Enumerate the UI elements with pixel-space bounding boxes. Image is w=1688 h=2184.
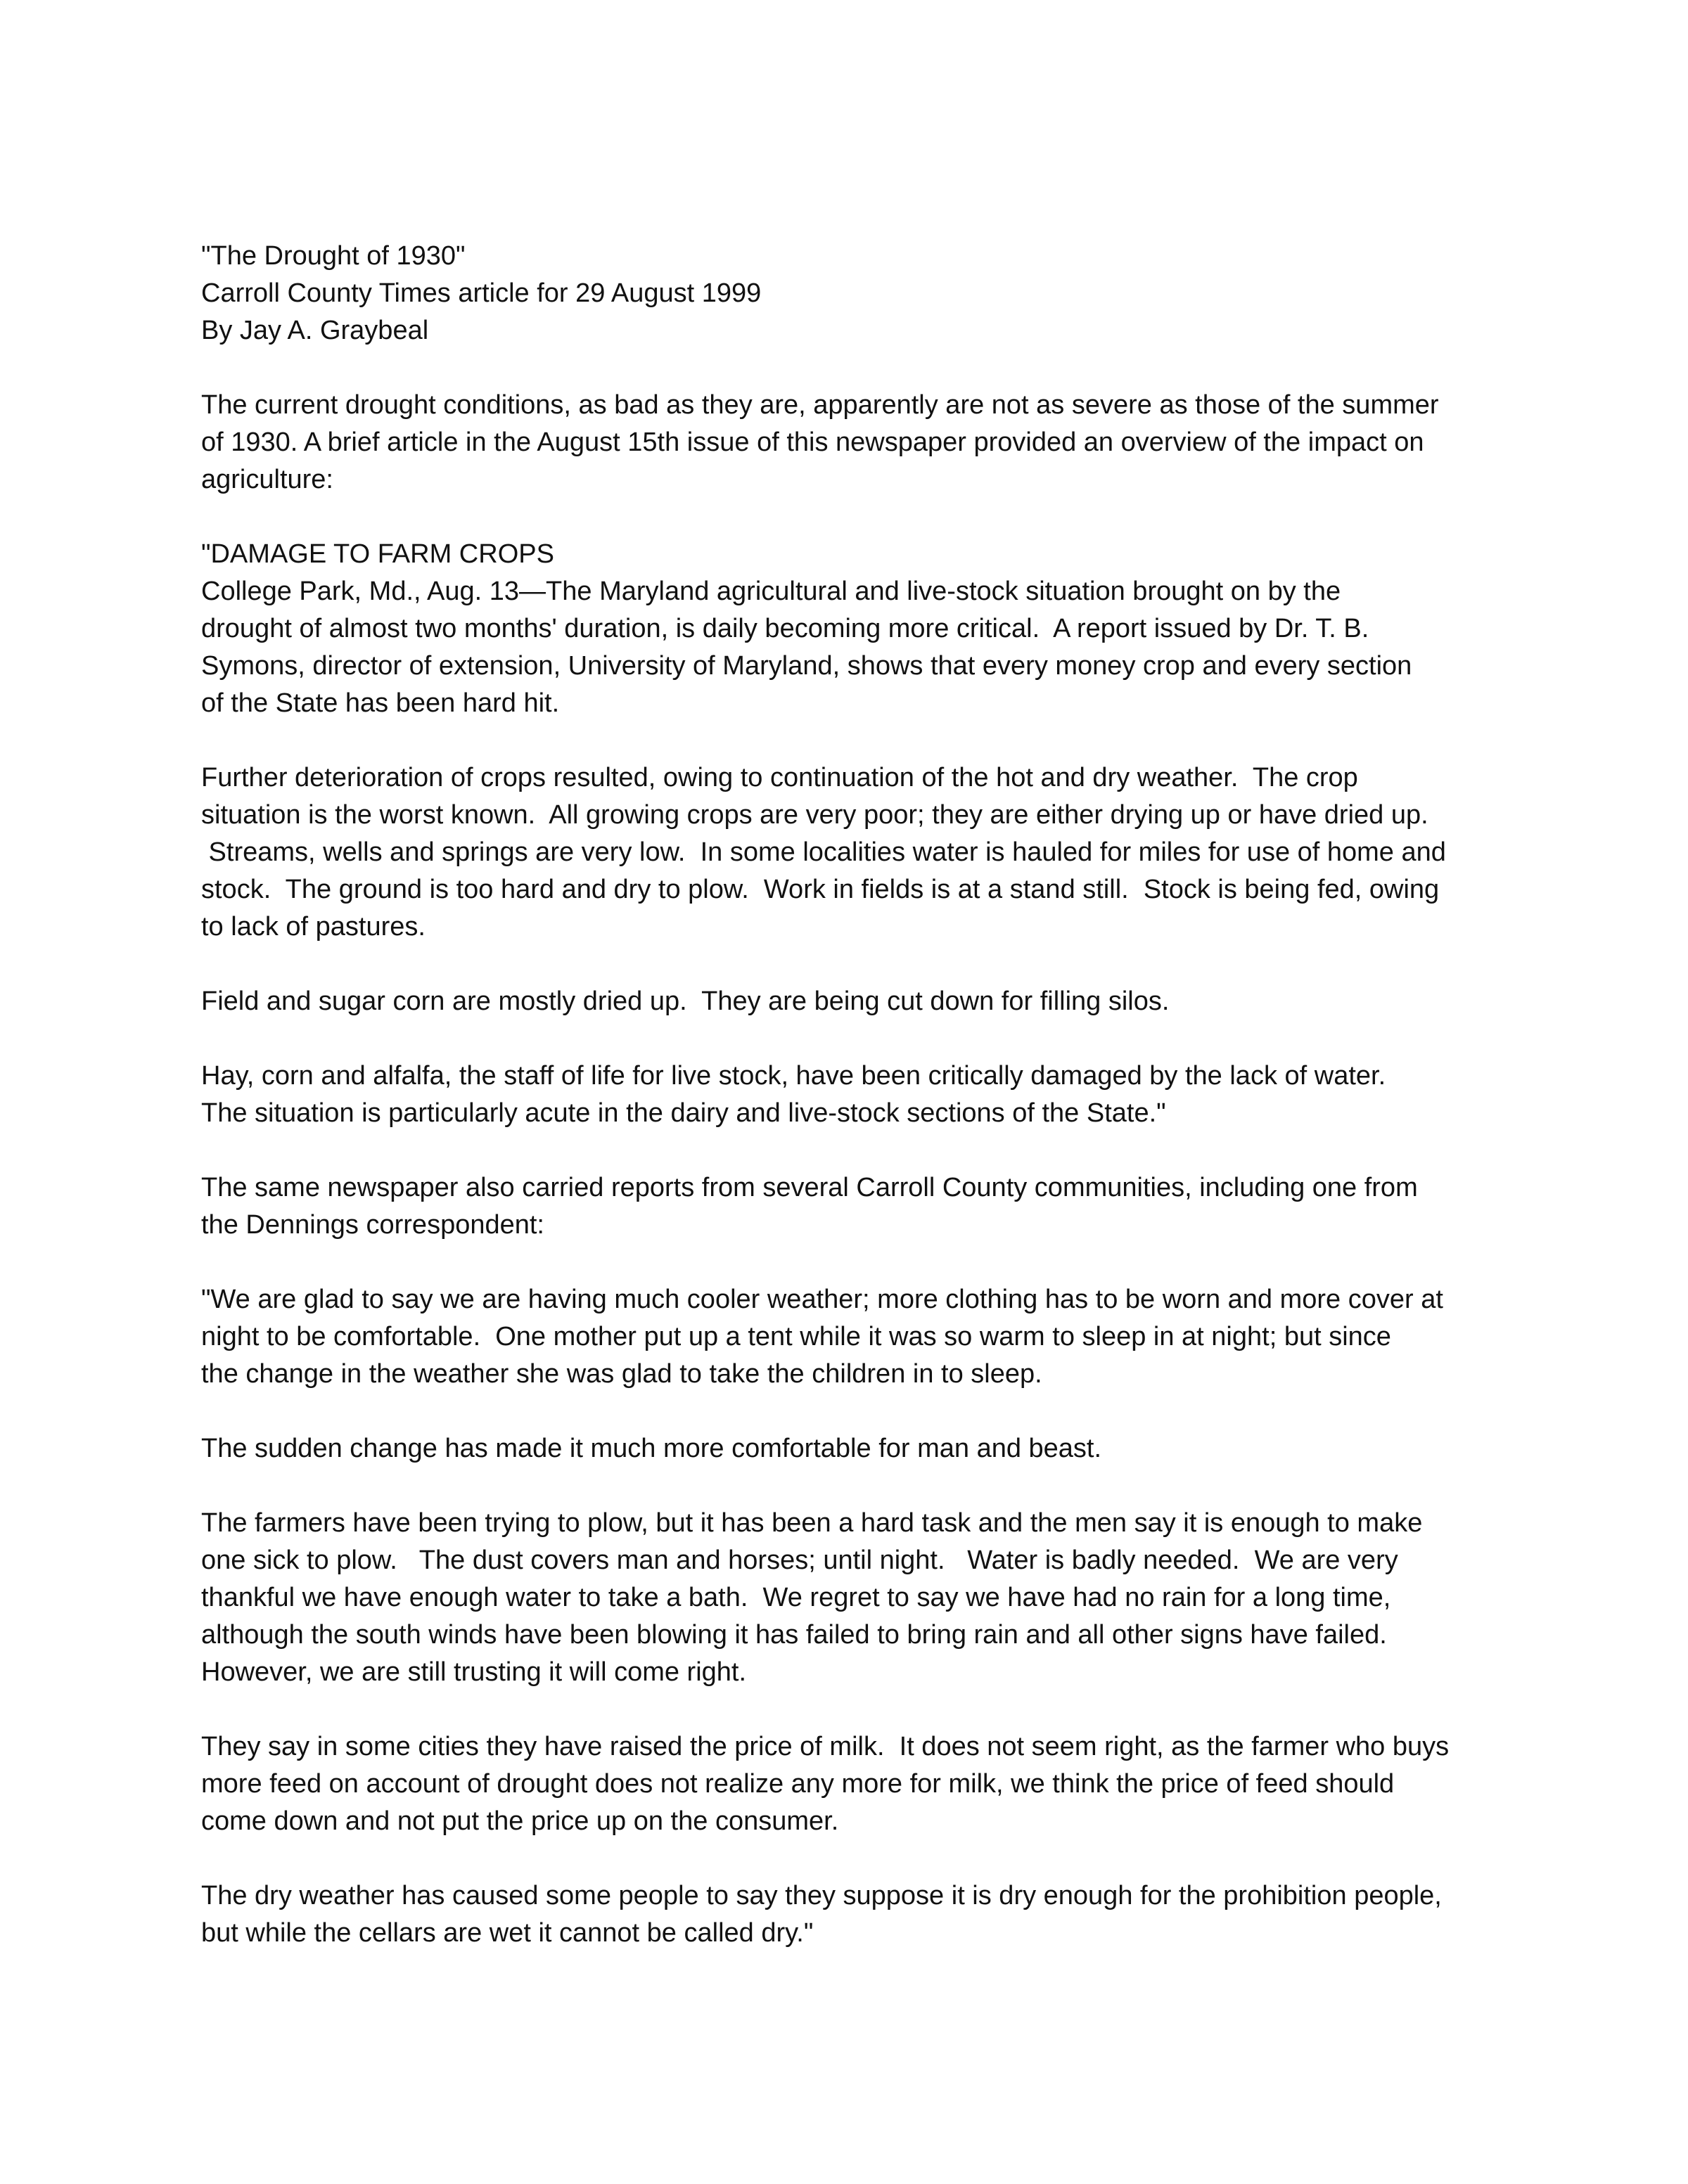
text-line: "We are glad to say we are having much cooler weather; more clothing has to be worn and more cover at xyxy=(201,1285,1443,1314)
text-line: come down and not put the price up on the consumer. xyxy=(201,1806,839,1836)
paragraph-spacer xyxy=(201,1840,1509,1877)
text-line: although the south winds have been blowing it has failed to bring rain and all other signs have failed. xyxy=(201,1620,1387,1650)
text-line: College Park, Md., Aug. 13—The Maryland agricultural and live-stock situation brought on by the xyxy=(201,577,1341,606)
text-line: stock. The ground is too hard and dry to plow. Work in fields is at a stand still. Stock is being fed, owing xyxy=(201,875,1440,904)
article-title: "The Drought of 1930" xyxy=(201,241,466,271)
paragraph-spacer xyxy=(201,1467,1509,1505)
paragraph xyxy=(201,759,1509,946)
text-line: Symons, director of extension, University of Maryland, shows that every money crop and every section xyxy=(201,651,1412,681)
text-line: Streams, wells and springs are very low. In some localities water is hauled for miles for use of home and xyxy=(201,837,1446,867)
paragraph-spacer xyxy=(201,946,1509,983)
paragraph-spacer xyxy=(201,1020,1509,1058)
text-line: Hay, corn and alfalfa, the staff of life for live stock, have been critically damaged by the lack of water. xyxy=(201,1061,1386,1091)
paragraph xyxy=(201,983,1509,1020)
paragraph xyxy=(201,1169,1509,1244)
paragraph xyxy=(201,1877,1509,1952)
paragraph xyxy=(201,1281,1509,1393)
text-line: to lack of pastures. xyxy=(201,912,426,942)
paragraph-spacer xyxy=(201,1244,1509,1281)
text-line: the change in the weather she was glad to take the children in to sleep. xyxy=(201,1359,1042,1389)
text-line: more feed on account of drought does not realize any more for milk, we think the price of feed should xyxy=(201,1769,1395,1799)
publication-line: Carroll County Times article for 29 August 1999 xyxy=(201,278,762,308)
paragraph-spacer xyxy=(201,722,1509,759)
paragraph-spacer xyxy=(201,1691,1509,1728)
text-line: They say in some cities they have raised the price of milk. It does not seem right, as the farmer who buys xyxy=(201,1732,1450,1761)
text-line: The same newspaper also carried reports from several Carroll County communities, including one from xyxy=(201,1173,1418,1202)
text-line: of 1930. A brief article in the August 15th issue of this newspaper provided an overview of the impact on xyxy=(201,428,1424,457)
paragraph xyxy=(201,387,1509,499)
text-line: The dry weather has caused some people to say they suppose it is dry enough for the prohibition people, xyxy=(201,1881,1442,1910)
paragraph xyxy=(201,1728,1509,1840)
text-line: the Dennings correspondent: xyxy=(201,1210,544,1240)
text-line: but while the cellars are wet it cannot be called dry." xyxy=(201,1918,814,1948)
paragraph xyxy=(201,1058,1509,1132)
document-page xyxy=(201,238,1509,1952)
paragraph xyxy=(201,536,1509,722)
text-line: drought of almost two months' duration, is daily becoming more critical. A report issued by Dr. T. B. xyxy=(201,614,1369,643)
text-line: thankful we have enough water to take a bath. We regret to say we have had no rain for a long time, xyxy=(201,1583,1391,1612)
text-line: The current drought conditions, as bad as they are, apparently are not as severe as those of the summer xyxy=(201,390,1439,420)
text-line: Further deterioration of crops resulted, owing to continuation of the hot and dry weather. The crop xyxy=(201,763,1358,792)
text-line: The sudden change has made it much more comfortable for man and beast. xyxy=(201,1434,1102,1463)
paragraph-spacer xyxy=(201,499,1509,536)
text-line: "DAMAGE TO FARM CROPS xyxy=(201,539,554,569)
byline: By Jay A. Graybeal xyxy=(201,316,429,345)
paragraph xyxy=(201,1505,1509,1691)
text-line: night to be comfortable. One mother put up a tent while it was so warm to sleep in at night; but since xyxy=(201,1322,1391,1351)
text-line: of the State has been hard hit. xyxy=(201,688,560,718)
text-line: However, we are still trusting it will come right. xyxy=(201,1657,747,1687)
text-line: The situation is particularly acute in the dairy and live-stock sections of the State." xyxy=(201,1098,1166,1128)
text-line: The farmers have been trying to plow, but it has been a hard task and the men say it is enough to make xyxy=(201,1508,1423,1538)
paragraph xyxy=(201,1430,1509,1467)
text-line: one sick to plow. The dust covers man and horses; until night. Water is badly needed. We are very xyxy=(201,1546,1398,1575)
text-line: Field and sugar corn are mostly dried up. They are being cut down for filling silos. xyxy=(201,987,1170,1016)
text-line: situation is the worst known. All growing crops are very poor; they are either drying up or have dried up. xyxy=(201,800,1428,830)
text-line: agriculture: xyxy=(201,465,333,494)
article-body xyxy=(201,349,1509,1952)
paragraph-spacer xyxy=(201,1132,1509,1169)
paragraph-spacer xyxy=(201,349,1509,387)
paragraph-spacer xyxy=(201,1393,1509,1430)
article-header xyxy=(201,238,1509,349)
